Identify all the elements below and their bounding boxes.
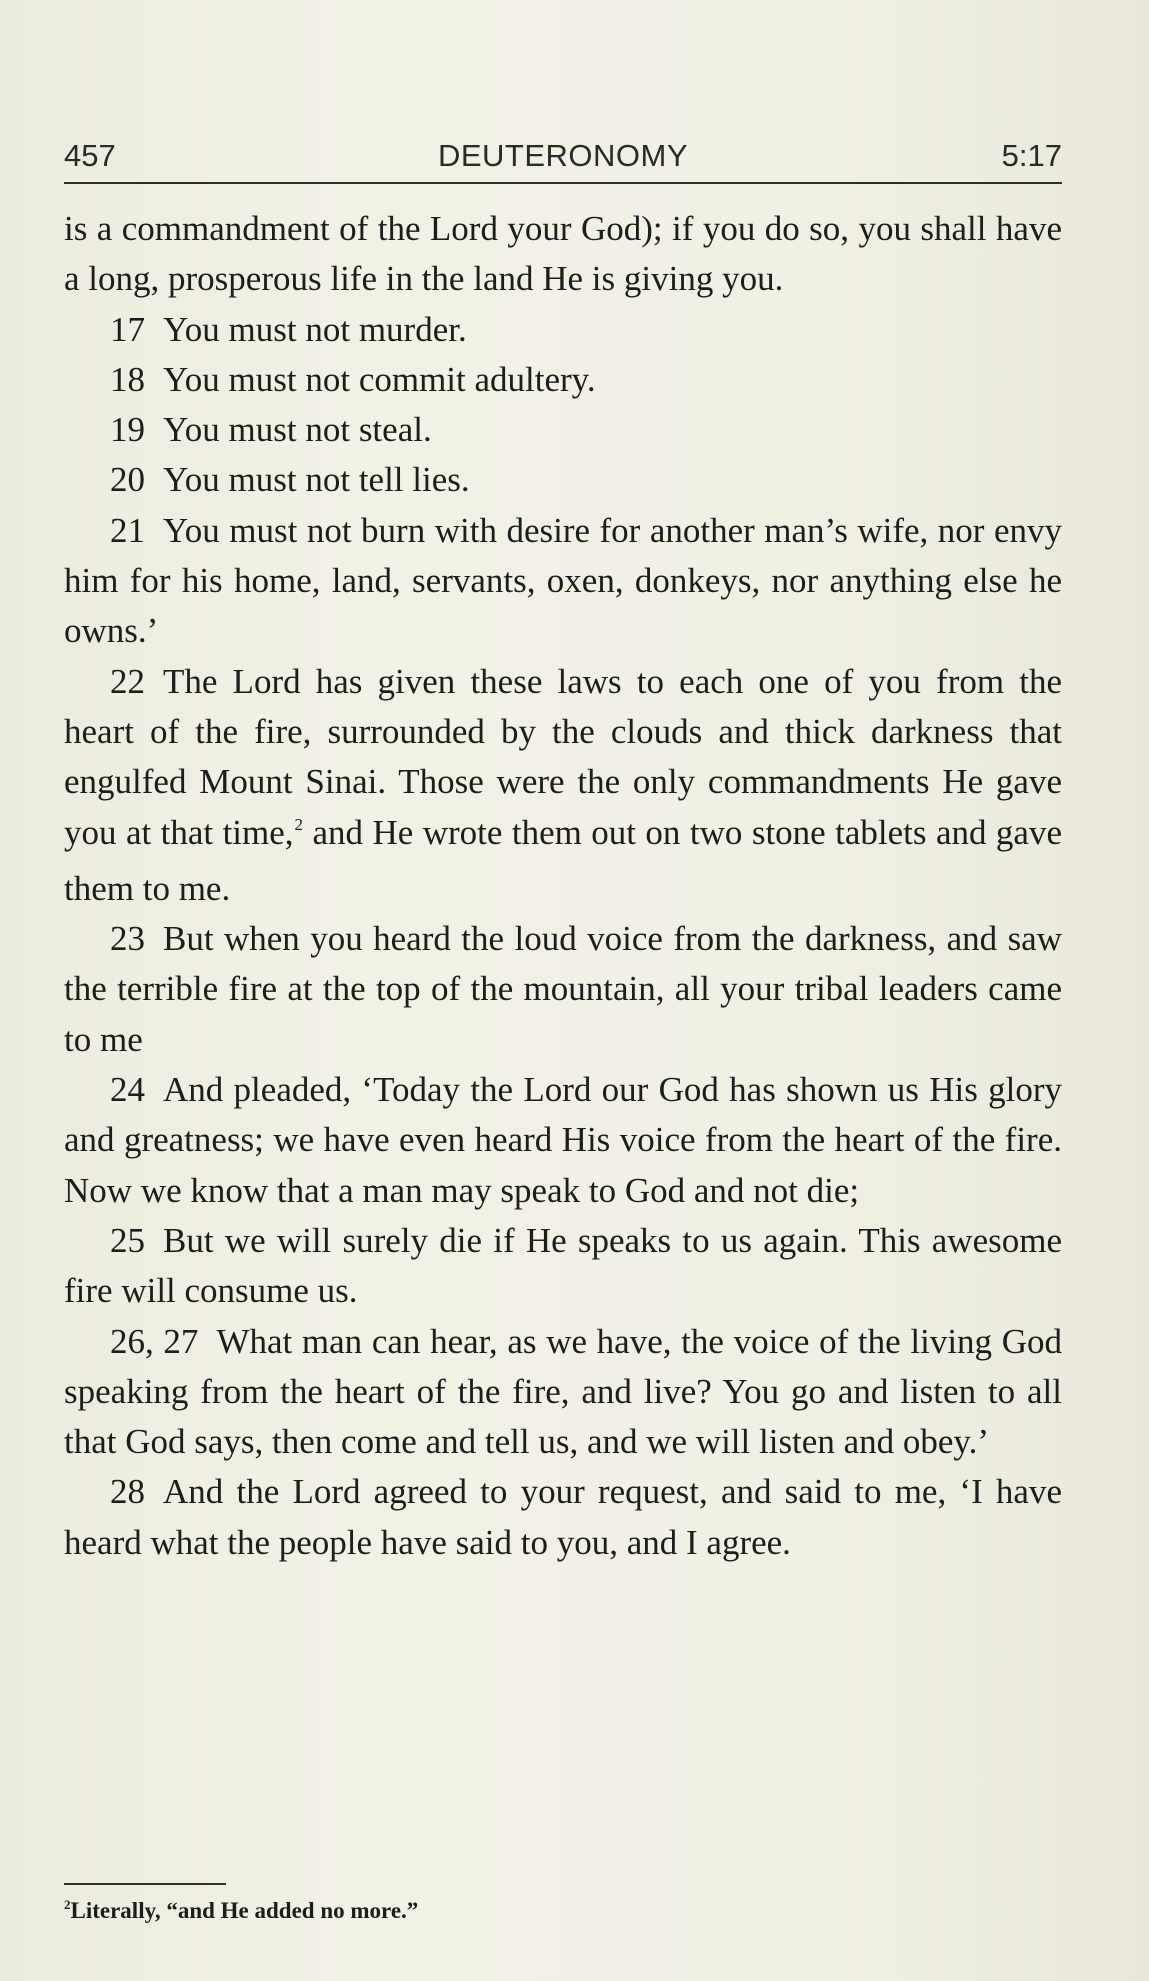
- verse-17: [64, 305, 1062, 355]
- verse-number: 25: [110, 1220, 145, 1260]
- verse-text: You must not murder.: [163, 309, 467, 349]
- verse-text: You must not burn with desire for another man’s wife, nor envy him for his home, land, servants, oxen, donkeys, nor anything else he owns.’: [64, 510, 1062, 651]
- chapter-verse-reference: 5:17: [1001, 138, 1062, 173]
- verse-20: [64, 455, 1062, 505]
- footnote-text: Literally, “and He added no more.”: [70, 1898, 419, 1923]
- verse-22: [64, 657, 1062, 914]
- verse-19: [64, 405, 1062, 455]
- header-rule: [64, 182, 1062, 184]
- footnote-rule: [64, 1883, 226, 1885]
- verse-number: 24: [110, 1070, 145, 1110]
- running-header: [64, 138, 1062, 178]
- verse-text: You must not commit adultery.: [163, 359, 596, 399]
- verse-24: [64, 1065, 1062, 1216]
- verse-number: 21: [110, 510, 145, 550]
- footnote-mark: 2: [64, 1897, 71, 1912]
- verse-21: [64, 506, 1062, 657]
- verse-25: [64, 1216, 1062, 1317]
- verse-number: 17: [110, 309, 145, 349]
- verse-text: And pleaded, ‘Today the Lord our God has shown us His glory and greatness; we have even heard His voice from the heart of the fire. Now we know that a man may speak to God and not die;: [64, 1070, 1062, 1210]
- verse-26-27: [64, 1317, 1062, 1468]
- footnote: [64, 1898, 418, 1924]
- verse-number: 23: [110, 919, 145, 959]
- verse-number: 26, 27: [110, 1321, 199, 1361]
- verse-number: 28: [110, 1472, 145, 1512]
- verse-text: What man can hear, as we have, the voice of the living God speaking from the heart of the fire, and live? You go and listen to all that God says, then come and tell us, and we will listen and obey.’: [64, 1321, 1062, 1462]
- verse-23: [64, 914, 1062, 1065]
- verse-number: 19: [110, 410, 145, 450]
- verse-number: 22: [110, 661, 145, 701]
- verse-text: And the Lord agreed to your request, and said to me, ‘I have heard what the people have said to you, and I agree.: [64, 1472, 1062, 1562]
- book-title: DEUTERONOMY: [437, 138, 689, 173]
- verse-text: You must not tell lies.: [163, 460, 470, 500]
- footnote-reference[interactable]: 2: [294, 814, 304, 834]
- verse-number: 18: [110, 359, 145, 399]
- verse-text: But we will surely die if He speaks to us again. This awesome fire will consume us.: [64, 1220, 1062, 1311]
- verse-text: The Lord has given these laws to each one of you from the heart of the fire, surrounded by the clouds and thick darkness that engulfed Mount Sinai. Those were the only commandments He gave you at that time,: [64, 661, 1062, 852]
- verse-number: 20: [110, 460, 145, 500]
- scripture-text: [64, 204, 1062, 1568]
- page-number: 457: [64, 138, 116, 173]
- verse-text: You must not steal.: [163, 410, 432, 450]
- verse-text-continued: and He wrote them out on two stone tablets and gave them to me.: [64, 812, 1062, 908]
- continued-paragraph: is a commandment of the Lord your God); if you do so, you shall have a long, prosperous life in the land He is giving you.: [64, 209, 1062, 299]
- verse-28: [64, 1467, 1062, 1568]
- verse-text: But when you heard the loud voice from the darkness, and saw the terrible fire at the top of the mountain, all your tribal leaders came to me: [64, 919, 1062, 1059]
- verse-18: [64, 355, 1062, 405]
